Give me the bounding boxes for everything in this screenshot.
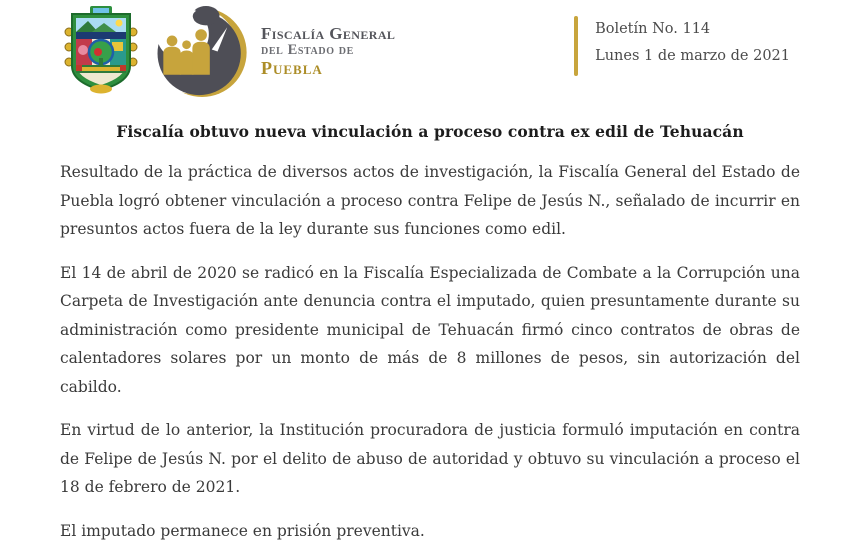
fiscalia-logo	[150, 5, 395, 97]
gold-divider-bar	[574, 16, 578, 76]
header	[0, 0, 860, 96]
eagle-emblem-icon	[150, 5, 258, 97]
article-body	[60, 158, 800, 545]
article-title: Fiscalía obtuvo nueva vinculación a proceso contra ex edil de Tehuacán	[116, 122, 744, 141]
bulletin-date: Lunes 1 de marzo de 2021	[595, 48, 790, 64]
logo-text-line2: del Estado de	[261, 41, 354, 58]
paragraph-1: Resultado de la práctica de diversos actos de investigación, la Fiscalía General del Estado de Puebla logró obtener vinculación a proceso contra Felipe de Jesús N., señalado de incurrir en presuntos actos fuera de la ley durante sus funciones como edil.	[60, 163, 800, 238]
bulletin-text	[595, 16, 790, 76]
paragraph-3: En virtud de lo anterior, la Institución procuradora de justicia formuló imputación en contra de Felipe de Jesús N. por el delito de abuso de autoridad y obtuvo su vinculación a proceso el 18 de febrero de 2021.	[60, 421, 800, 496]
bulletin-number: Boletín No. 114	[595, 21, 711, 37]
bulletin-info	[574, 16, 790, 76]
logo-wordmark	[261, 25, 395, 79]
logo-text-line3: Puebla	[261, 57, 323, 78]
logo-text-line1: Fiscalía General	[261, 24, 396, 43]
article	[0, 122, 860, 545]
puebla-coat-of-arms-icon	[62, 6, 140, 94]
paragraph-2: El 14 de abril de 2020 se radicó en la Fiscalía Especializada de Combate a la Corrupción una Carpeta de Investigación ante denuncia contra el imputado, quien presuntamente durante su administración como presidente municipal de Tehuacán firmó cinco contratos de obras de calentadores solares por un monto de más de 8 millones de pesos, sin autorización del cabildo.	[60, 263, 800, 396]
paragraph-4: El imputado permanece en prisión preventiva.	[60, 521, 425, 540]
